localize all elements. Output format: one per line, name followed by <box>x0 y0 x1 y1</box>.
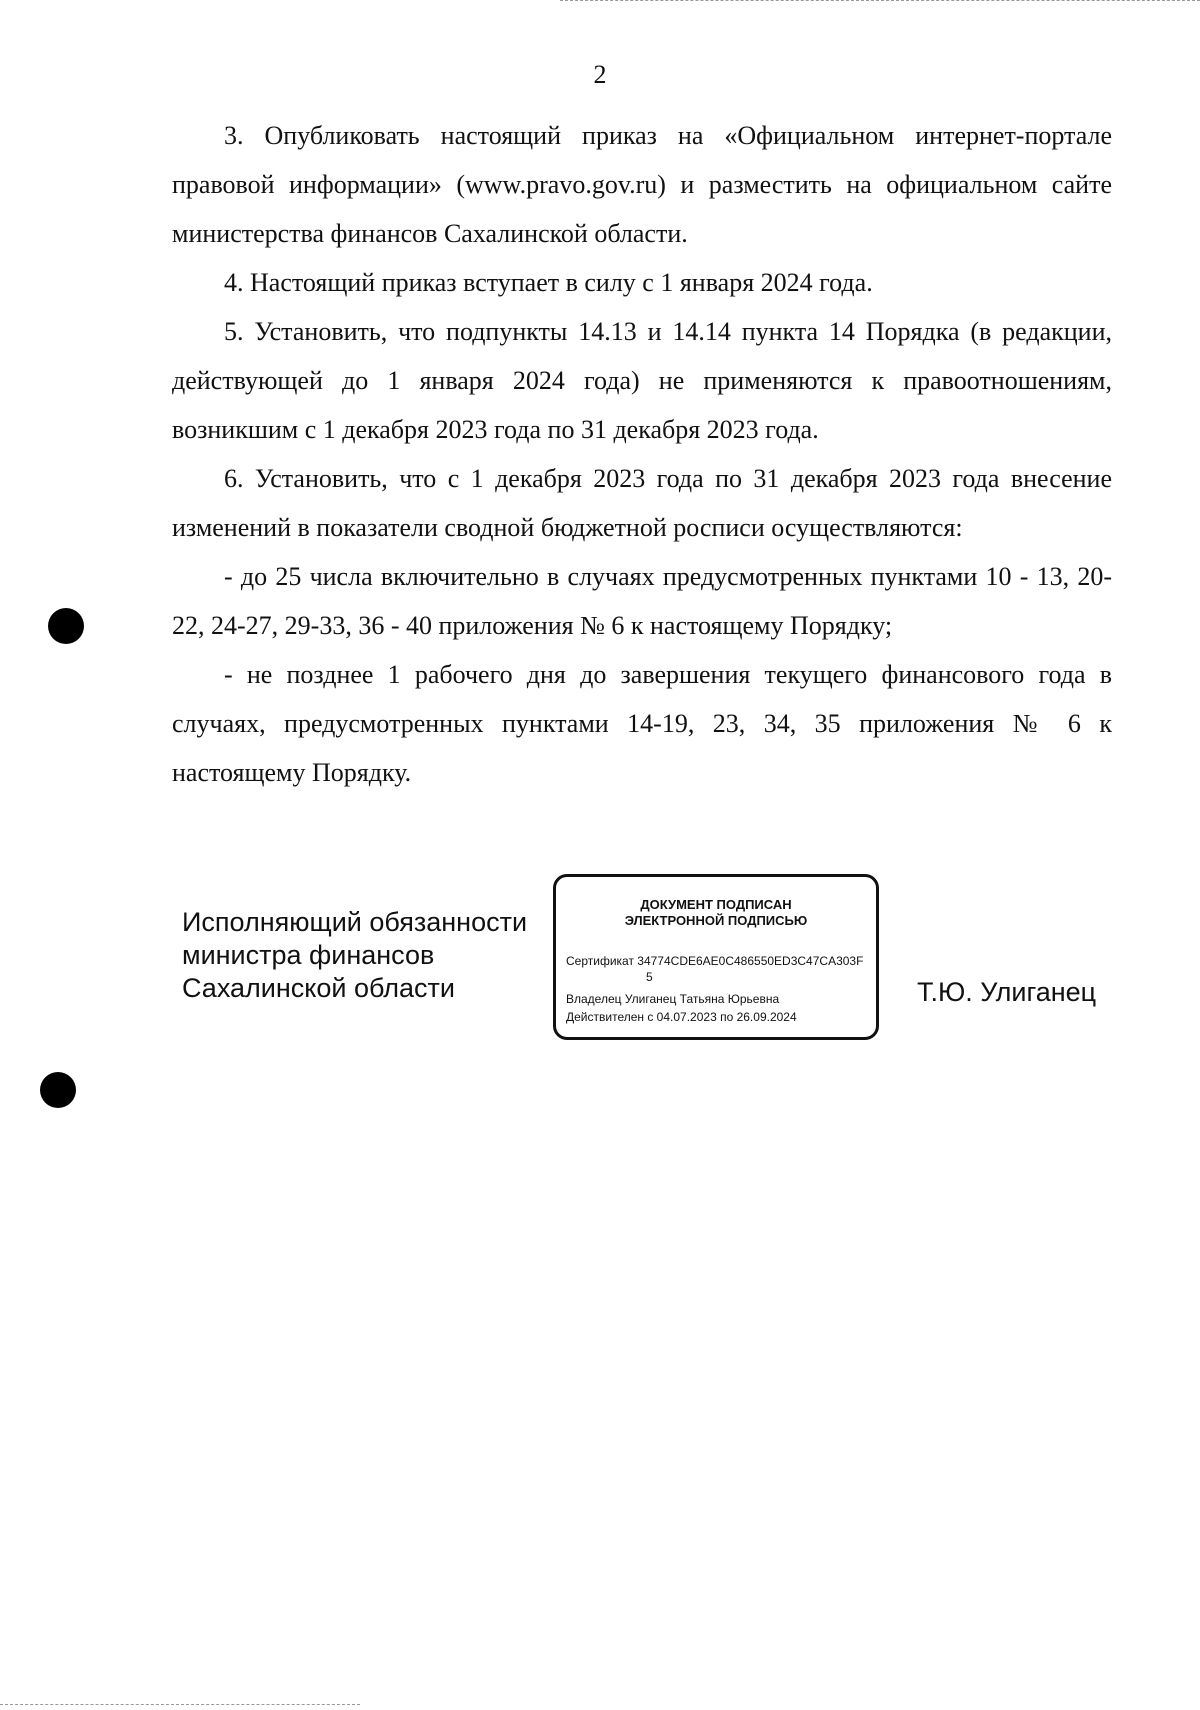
signer-position-line: Исполняющий обязанности <box>182 907 528 937</box>
punch-hole <box>40 1072 76 1108</box>
paragraph-6-item-2: - не позднее 1 рабочего дня до завершения текущего финансового года в случаях, предусмотренных пунктами 14-19, 23, 34, 35 приложения № 6 к настоящему Порядку. <box>172 660 1112 787</box>
page-number: 2 <box>593 60 607 89</box>
punch-hole <box>48 608 84 644</box>
signer-position-line: министра финансов <box>182 940 435 970</box>
order-body-text <box>172 111 1112 797</box>
stamp-title <box>556 897 876 929</box>
paragraph-3-publication: 3. Опубликовать настоящий приказ на «Официальном интернет-портале правовой информации» (www.pravo.gov.ru) и разместить на официальном сайте министерства финансов Сахалинской области. <box>172 121 1112 248</box>
stamp-certificate <box>566 953 870 985</box>
stamp-certificate-tail: 5 <box>646 970 653 984</box>
paragraph-6-item-1: - до 25 числа включительно в случаях предусмотренных пунктами 10 - 13, 20-22, 24-27, 29-33, 36 - 40 приложения № 6 к настоящему Порядку; <box>172 562 1112 640</box>
stamp-title-line: ЭЛЕКТРОННОЙ ПОДПИСЬЮ <box>624 913 808 928</box>
paragraph-6-changes: 6. Установить, что с 1 декабря 2023 года по 31 декабря 2023 года внесение изменений в показатели сводной бюджетной росписи осуществляются: <box>172 464 1112 542</box>
paragraph-5-subclauses: 5. Установить, что подпункты 14.13 и 14.14 пункта 14 Порядка (в редакции, действующей до 1 января 2024 года) не применяются к правоотношениям, возникшим с 1 декабря 2023 года по 31 декабря 2023 года. <box>172 317 1112 444</box>
stamp-certificate-number: Сертификат 34774CDE6AE0C486550ED3C47CA303F <box>566 954 864 968</box>
paragraph-4-effective-date: 4. Настоящий приказ вступает в силу с 1 января 2024 года. <box>224 268 873 297</box>
signer-name: Т.Ю. Улиганец <box>917 977 1097 1007</box>
scan-bottom-edge <box>0 1704 360 1706</box>
signer-position <box>182 906 542 1005</box>
scan-top-edge <box>560 0 1200 2</box>
electronic-signature-stamp <box>553 874 879 1040</box>
signer-position-line: Сахалинской области <box>182 973 455 1003</box>
stamp-validity: Действителен с 04.07.2023 по 26.09.2024 <box>566 1010 797 1024</box>
stamp-owner: Владелец Улиганец Татьяна Юрьевна <box>566 992 780 1006</box>
stamp-title-line: ДОКУМЕНТ ПОДПИСАН <box>640 897 792 912</box>
